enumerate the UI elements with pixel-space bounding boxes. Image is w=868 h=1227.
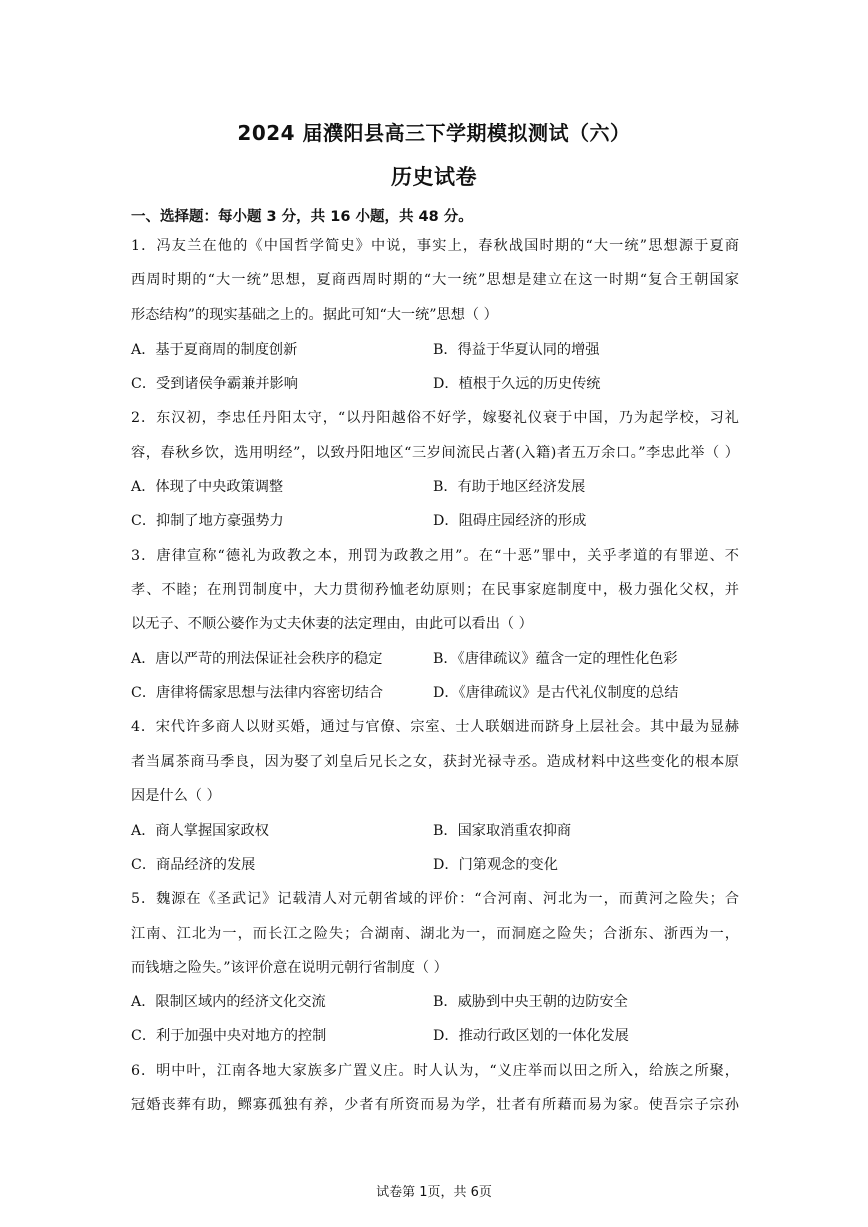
question-4-option-a: A．商人掌握国家政权: [131, 823, 269, 839]
question-6-line-1: 6．明中叶，江南各地大家族多广置义庄。时人认为，“义庄举而以田之所入，给族之所聚，: [131, 1063, 739, 1079]
question-3-option-a: A．唐以严苛的刑法保证社会秩序的稳定: [131, 651, 383, 667]
question-4-option-d: D．门第观念的变化: [433, 857, 558, 873]
question-5-line-2: 江南、江北为一，而长江之险失；合湖南、湖北为一，而洞庭之险失；合浙东、浙西为一，: [131, 926, 739, 942]
question-1-option-d: D．植根于久远的历史传统: [433, 376, 601, 392]
question-3-line-1: 3．唐律宣称“德礼为政教之本，刑罚为政教之用”。在“十恶”罪中，关乎孝道的有罪逆、不: [131, 548, 739, 564]
question-4-line-3: 因是什么（ ）: [131, 788, 221, 804]
question-2-line-2: 容，春秋乡饮，选用明经”，以致丹阳地区“三岁间流民占著(入籍)者五万余口。”李忠此举（ ）: [131, 445, 739, 461]
section-heading: 一、选择题：每小题 3 分，共 16 小题，共 48 分。: [131, 209, 473, 225]
question-1-option-b: B．得益于华夏认同的增强: [433, 342, 600, 358]
question-2-option-d: D．阻碍庄园经济的形成: [433, 513, 587, 529]
question-1-option-a: A．基于夏商周的制度创新: [131, 342, 298, 358]
question-4-line-1: 4．宋代许多商人以财买婚，通过与官僚、宗室、士人联姻进而跻身上层社会。其中最为显赫: [131, 719, 739, 735]
question-3-line-2: 孝、不睦；在刑罚制度中，大力贯彻矜恤老幼原则；在民事家庭制度中，极力强化父权，并: [131, 582, 739, 598]
question-3-line-3: 以无子、不顺公婆作为丈夫休妻的法定理由，由此可以看出（ ）: [131, 616, 533, 632]
question-5-option-d: D．推动行政区划的一体化发展: [433, 1028, 629, 1044]
question-1-line-3: 形态结构”的现实基础之上的。据此可知“大一统”思想（ ）: [131, 307, 498, 323]
question-2-option-c: C．抑制了地方豪强势力: [131, 513, 284, 529]
question-1-option-c: C．受到诸侯争霸兼并影响: [131, 376, 298, 392]
question-5-option-a: A．限制区域内的经济文化交流: [131, 994, 326, 1010]
question-4-line-2: 者当属茶商马季良，因为娶了刘皇后兄长之女，获封光禄寺丞。造成材料中这些变化的根本原: [131, 754, 739, 770]
question-5-option-b: B．威胁到中央王朝的边防安全: [433, 994, 628, 1010]
question-1-line-1: 1．冯友兰在他的《中国哲学简史》中说，事实上，春秋战国时期的“大一统”思想源于夏商: [131, 238, 739, 254]
question-2-option-a: A．体现了中央政策调整: [131, 479, 284, 495]
question-5-line-3: 而钱塘之险失。”该评价意在说明元朝行省制度（ ）: [131, 960, 448, 976]
question-5-option-c: C．利于加强中央对地方的控制: [131, 1028, 327, 1044]
page-footer: 试卷第 1页，共 6页: [376, 1185, 492, 1200]
question-4-option-b: B．国家取消重农抑商: [433, 823, 572, 839]
question-5-line-1: 5．魏源在《圣武记》记载清人对元朝省域的评价：“合河南、河北为一，而黄河之险失；合: [131, 891, 739, 907]
question-3-option-c: C．唐律将儒家思想与法律内容密切结合: [131, 685, 384, 701]
question-2-option-b: B．有助于地区经济发展: [433, 479, 586, 495]
question-3-option-d: D．《唐律疏议》是古代礼仪制度的总结: [433, 685, 679, 701]
exam-title: 2024 届濮阳县高三下学期模拟测试（六）: [237, 121, 631, 145]
question-4-option-c: C．商品经济的发展: [131, 857, 256, 873]
exam-subtitle: 历史试卷: [391, 165, 477, 189]
question-1-line-2: 西周时期的“大一统”思想，夏商西周时期的“大一统”思想是建立在这一时期“复合王朝国家: [131, 272, 739, 288]
question-6-line-2: 冠婚丧葬有助，鳏寡孤独有养，少者有所资而易为学，壮者有所藉而易为家。使吾宗子宗孙: [131, 1097, 739, 1113]
question-2-line-1: 2．东汉初，李忠任丹阳太守，“以丹阳越俗不好学，嫁娶礼仪衰于中国，乃为起学校，习礼: [131, 410, 739, 426]
question-3-option-b: B．《唐律疏议》蕴含一定的理性化色彩: [433, 651, 678, 667]
